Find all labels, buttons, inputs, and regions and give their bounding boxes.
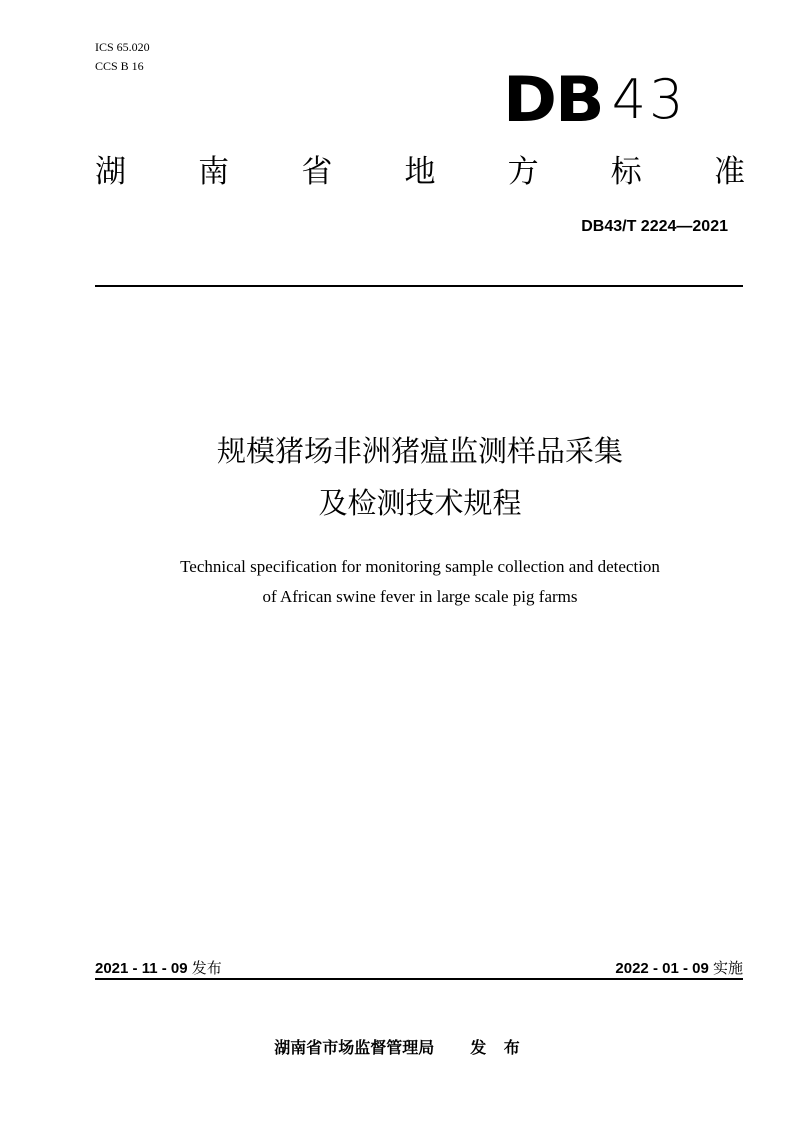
english-title-line-1: Technical specification for monitoring sample collection and detection bbox=[180, 557, 660, 576]
chinese-title-line-1: 规模猪场非洲猪瘟监测样品采集 bbox=[216, 434, 623, 468]
bottom-divider bbox=[95, 978, 743, 980]
logo-number: 43 bbox=[611, 68, 687, 131]
effective-date: 2022 - 01 - 09 bbox=[615, 960, 709, 977]
logo-prefix: DB bbox=[503, 63, 603, 136]
publish-label: 发布 bbox=[191, 959, 222, 977]
issuer-action: 发 布 bbox=[470, 1038, 526, 1057]
ics-code: ICS 65.020 bbox=[95, 40, 150, 54]
standard-type-char: 省 bbox=[301, 154, 333, 190]
standard-code: DB43/T 2224—2021 bbox=[581, 218, 728, 235]
chinese-title-line-2: 及检测技术规程 bbox=[318, 486, 522, 520]
ccs-code: CCS B 16 bbox=[95, 59, 144, 73]
standard-logo bbox=[503, 63, 687, 136]
top-divider bbox=[95, 285, 743, 287]
standard-type-title bbox=[95, 150, 745, 194]
standard-type-char: 方 bbox=[507, 154, 539, 190]
effective-label: 实施 bbox=[712, 959, 743, 977]
standard-type-char: 湖 bbox=[95, 154, 126, 190]
standard-type-char: 南 bbox=[198, 154, 230, 190]
chinese-title bbox=[0, 425, 800, 529]
standard-type-char: 地 bbox=[404, 154, 436, 190]
standard-type-char: 准 bbox=[713, 154, 745, 190]
english-title bbox=[0, 552, 800, 612]
standard-type-char: 标 bbox=[610, 154, 642, 190]
english-title-line-2: of African swine fever in large scale pig farms bbox=[262, 587, 578, 606]
issuer-name: 湖南省市场监督管理局 bbox=[274, 1038, 435, 1057]
publish-date: 2021 - 11 - 09 bbox=[95, 960, 188, 977]
classification-codes bbox=[95, 38, 150, 76]
publish-date-block bbox=[95, 957, 222, 978]
effective-date-block bbox=[615, 957, 743, 978]
issuer-line bbox=[0, 1035, 800, 1058]
